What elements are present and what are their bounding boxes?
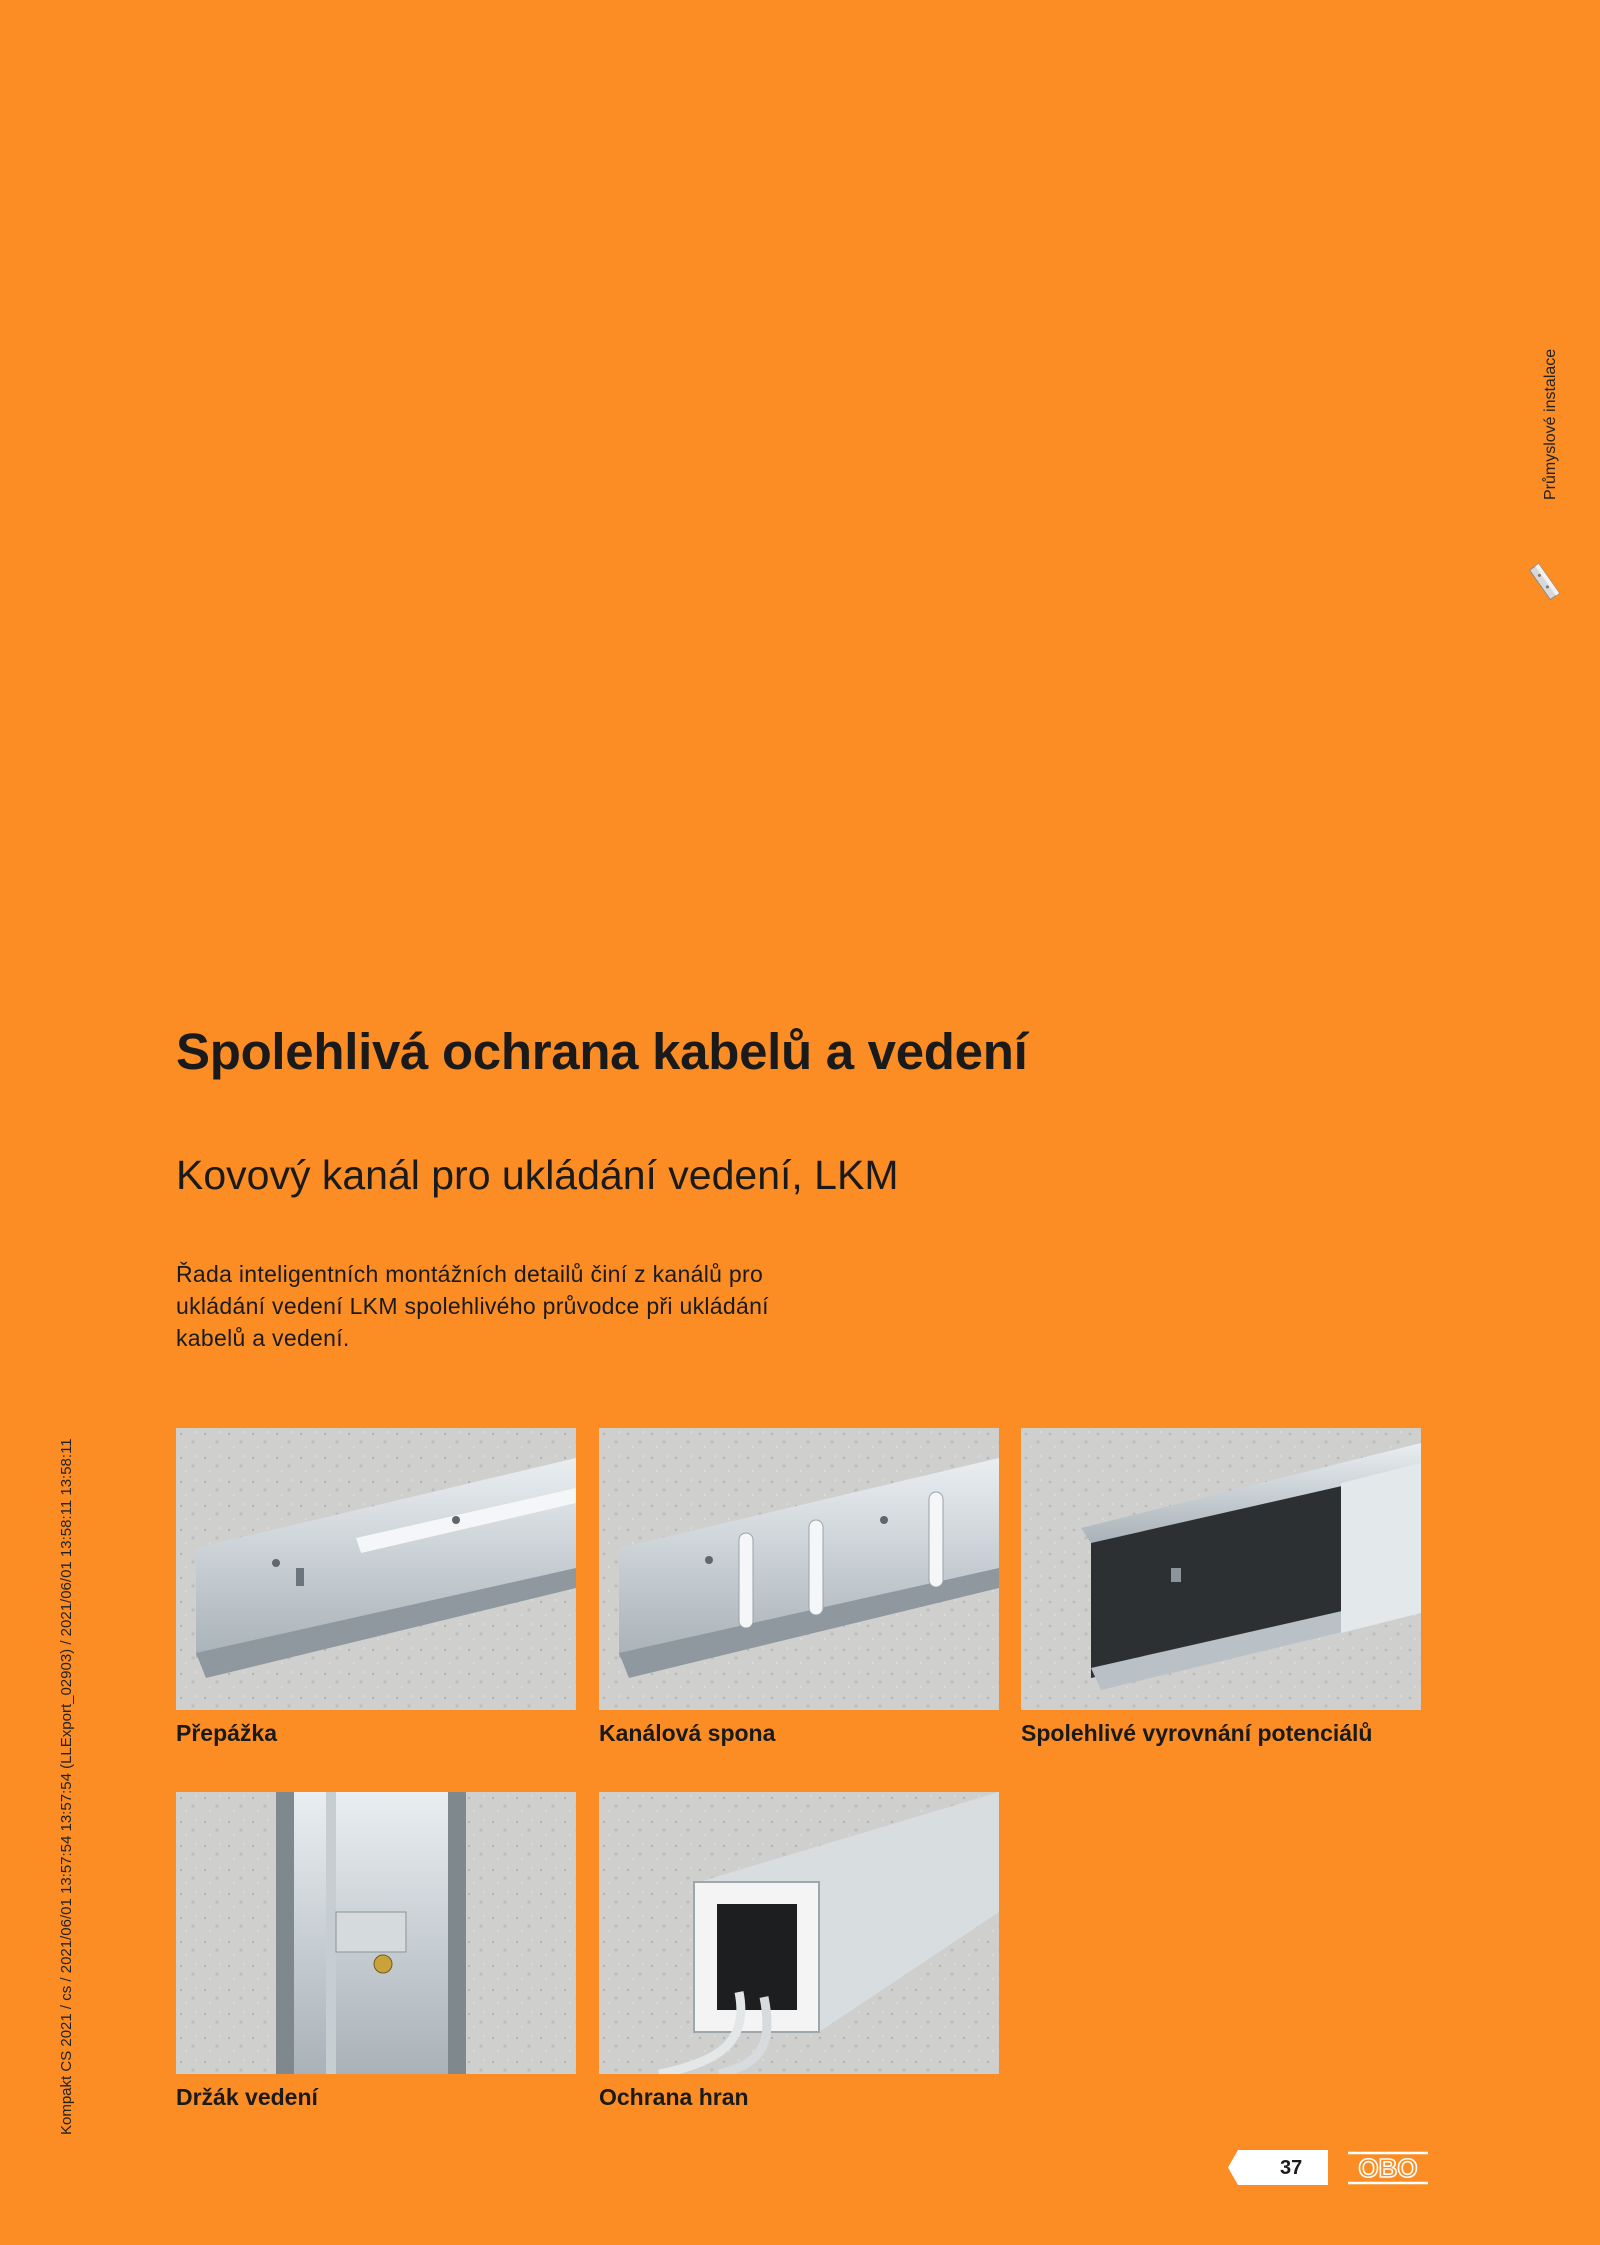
caption-ochrana-hran: Ochrana hran	[599, 2084, 749, 2110]
obo-logo	[1348, 2150, 1428, 2186]
page-title: Spolehlivá ochrana kabelů a vedení	[176, 1023, 1028, 1080]
cable-tray-icon	[1524, 558, 1564, 606]
logo-text: OBO	[1358, 2153, 1418, 2183]
photo-ochrana-hran	[599, 1792, 999, 2074]
photo-prepazka	[176, 1428, 576, 1710]
export-meta: Kompakt CS 2021 / cs / 2021/06/01 13:57:54 13:57:54 (LLExport_02903) / 2021/06/01 13:58:11 13:58:11	[58, 1438, 75, 2135]
caption-prepazka: Přepážka	[176, 1720, 278, 1746]
caption-vyrovnani-potencialu: Spolehlivé vyrovnání potenciálů	[1021, 1720, 1373, 1746]
page-number-tab	[1228, 2150, 1328, 2185]
photo-drzak-vedeni	[176, 1792, 576, 2074]
page-subtitle: Kovový kanál pro ukládání vedení, LKM	[176, 1152, 899, 1198]
intro-text: Řada inteligentních montážních detailů činí z kanálů pro ukládání vedení LKM spolehlivého průvodce při ukládání kabelů a vedení.	[176, 1261, 769, 1351]
photo-kanalova-spona	[599, 1428, 999, 1710]
page-number: 37	[1280, 2157, 1303, 2179]
photo-vyrovnani-potencialu	[1021, 1428, 1421, 1710]
caption-kanalova-spona: Kanálová spona	[599, 1720, 776, 1746]
caption-drzak-vedeni: Držák vedení	[176, 2084, 318, 2110]
section-label: Průmyslové instalace	[1542, 348, 1559, 500]
